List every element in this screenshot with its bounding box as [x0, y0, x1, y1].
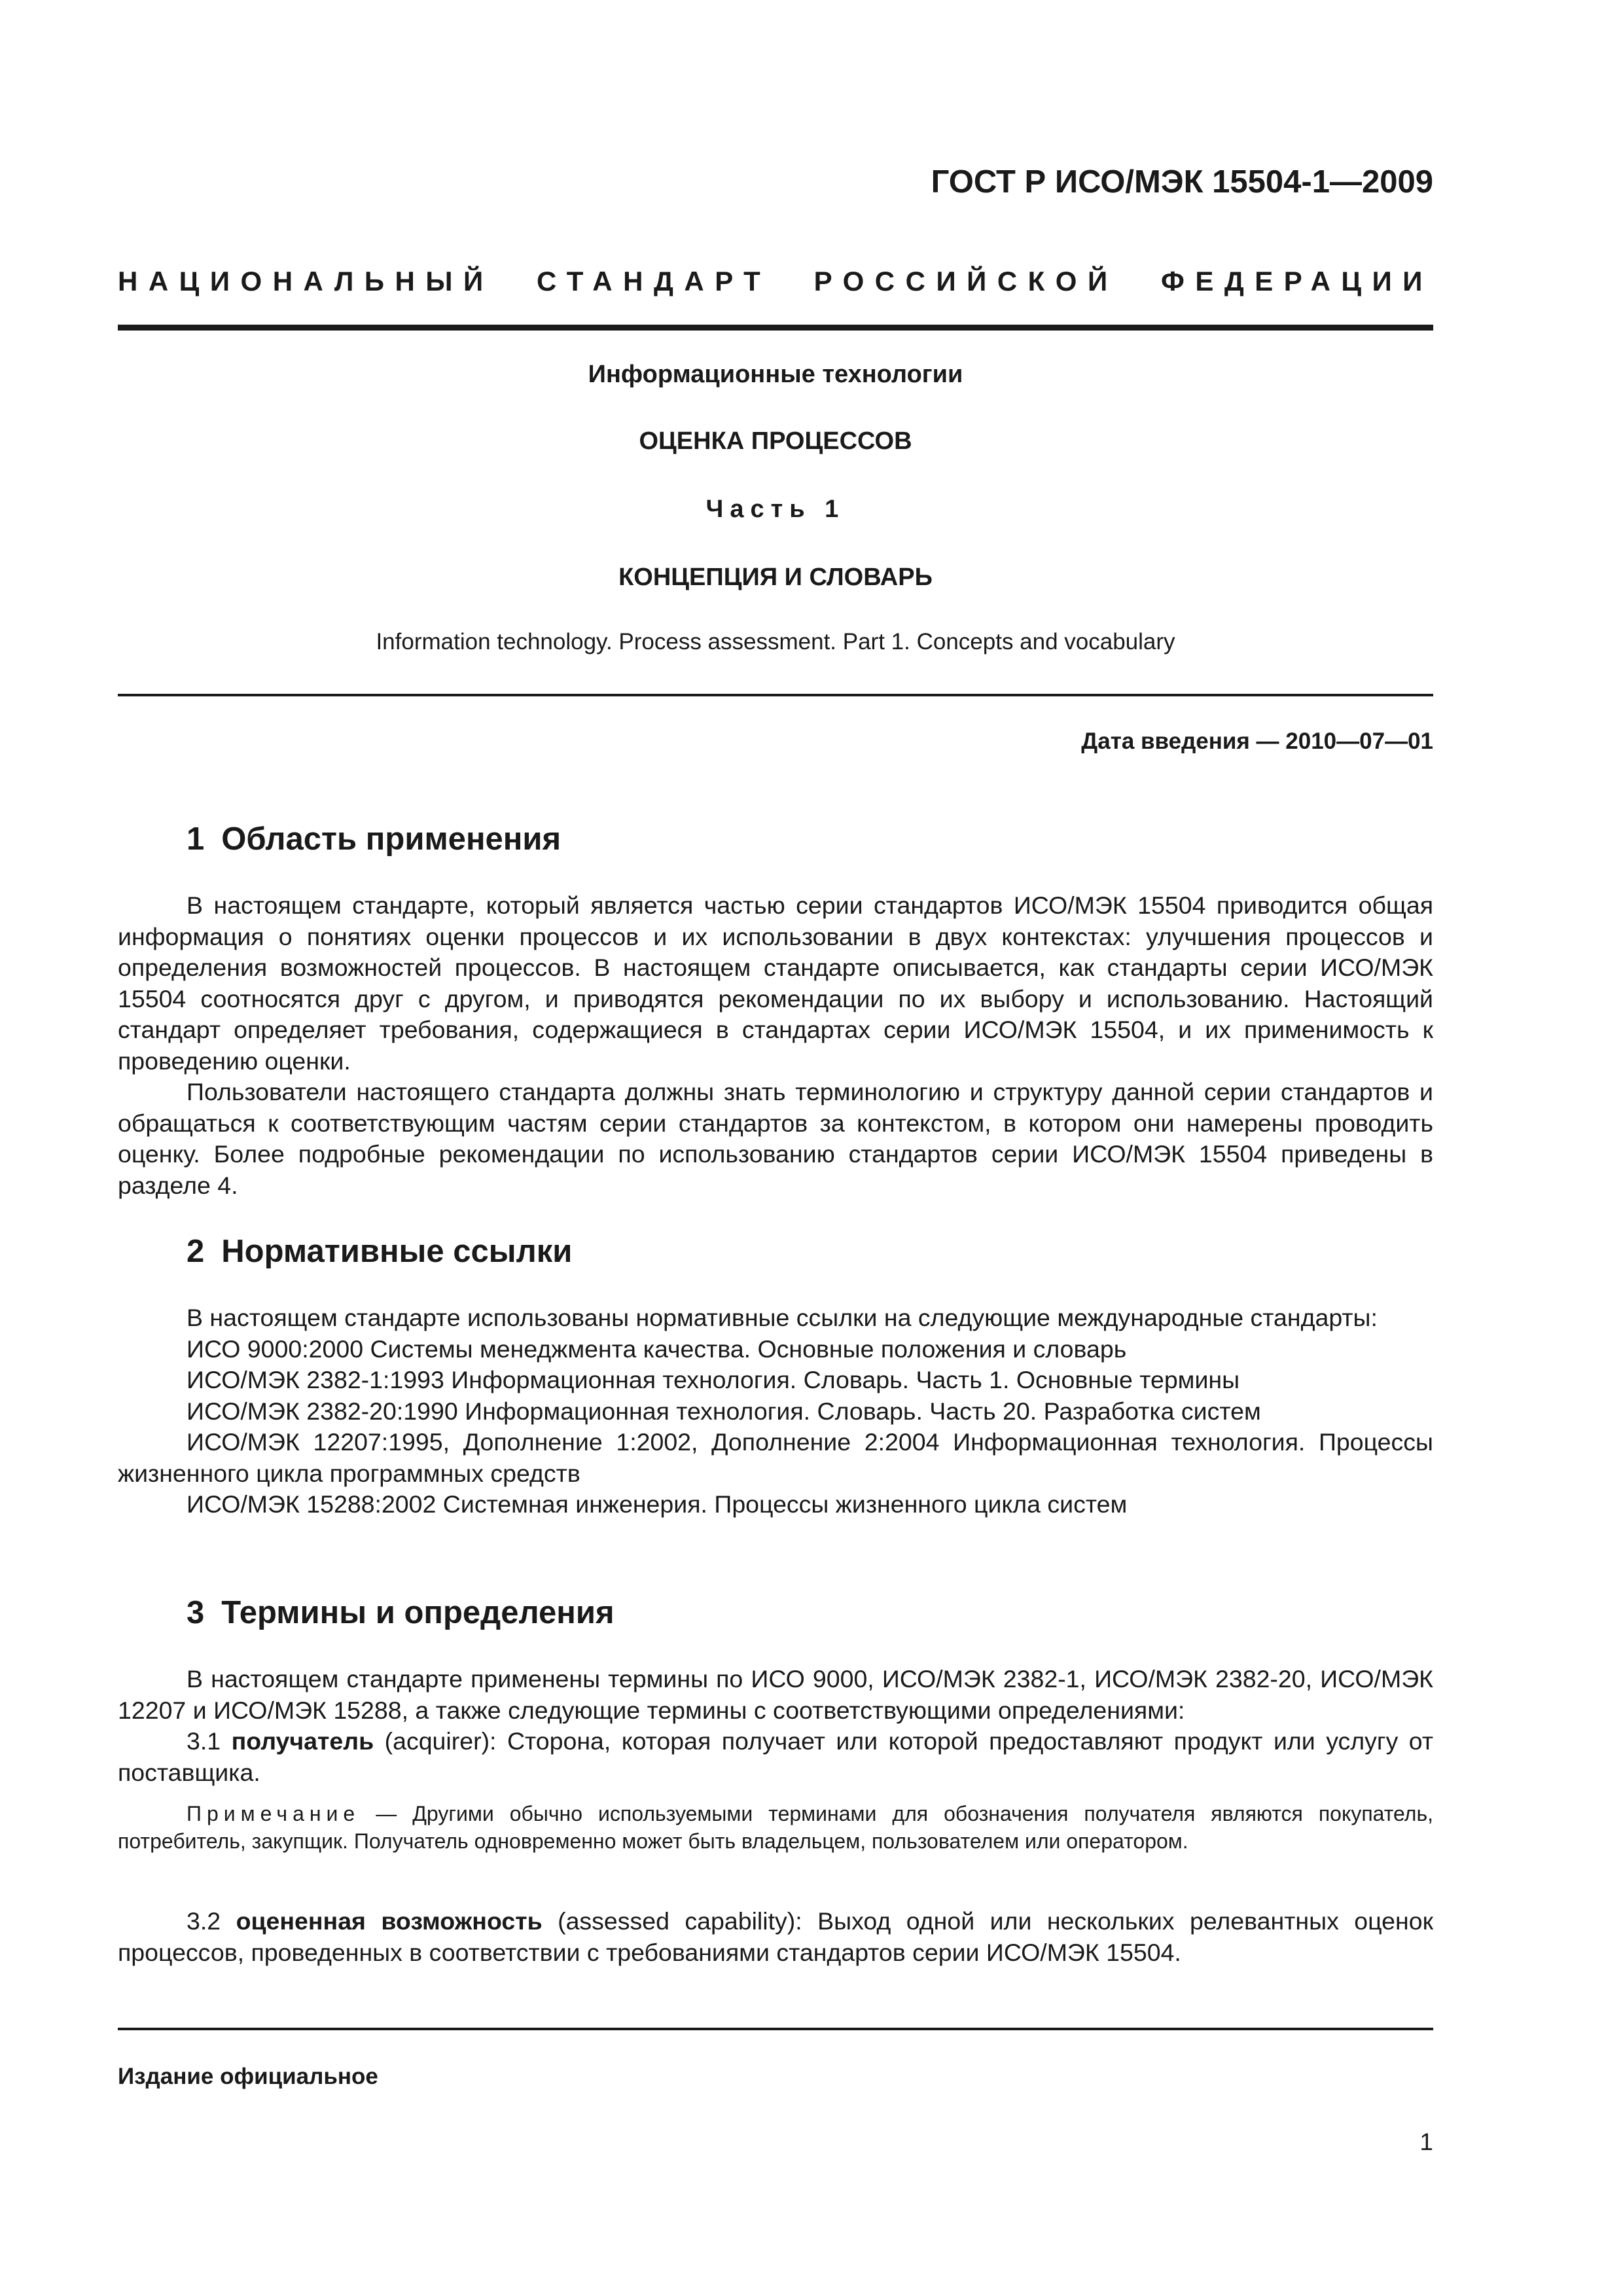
reference-item: ИСО/МЭК 2382-20:1990 Информационная технология. Словарь. Часть 20. Разработка систем — [187, 1397, 1261, 1425]
national-title-word: ФЕДЕРАЦИИ — [1160, 266, 1433, 296]
page-number: 1 — [1419, 2128, 1433, 2155]
document-page — [118, 0, 1433, 2296]
paragraph: Пользователи настоящего стандарта должны знать терминологию и структуру данной серии стандартов и обращаться к соответствующим частям серии стандартов за контекстом, в котором они намерены проводить оценку. Более подробные рекомендации по использованию стандартов серии ИСО/МЭК 15504 приведены в разделе 4. — [118, 1078, 1433, 1199]
document-number: ГОСТ Р ИСО/МЭК 15504-1—2009 — [931, 164, 1433, 200]
section-number: 1 — [187, 821, 205, 857]
reference-item: ИСО/МЭК 15288:2002 Системная инженерия. Процессы жизненного цикла систем — [187, 1490, 1128, 1518]
reference-item: ИСО/МЭК 12207:1995, Дополнение 1:2002, Дополнение 2:2004 Информационная технология. Процессы жизненного цикла программных средств — [118, 1428, 1433, 1487]
standard-main-title: Информационные технологии — [588, 361, 963, 388]
term-number: 3.2 — [187, 1907, 221, 1935]
introduction-date: Дата введения — 2010—07—01 — [1081, 728, 1433, 754]
paragraph: В настоящем стандарте, который является частью серии стандартов ИСО/МЭК 15504 приводится общая информация о понятиях оценки процессов и их использовании в двух контекстах: улучшения процессов и определения возможностей процессов. В настоящем стандарте описывается, как стандарты серии ИСО/МЭК 15504 соотносятся друг с другом, и приводятся рекомендации по их выбору и использованию. Настоящий стандарт определяет требования, содержащиеся в стандартах серии ИСО/МЭК 15504, и их применимость к проведению оценки. — [118, 891, 1433, 1075]
section-2-heading — [187, 1232, 572, 1271]
standard-title: ОЦЕНКА ПРОЦЕССОВ — [639, 427, 912, 455]
reference-item: ИСО/МЭК 2382-1:1993 Информационная технология. Словарь. Часть 1. Основные термины — [187, 1366, 1240, 1393]
section-3-heading — [187, 1593, 615, 1632]
english-title: Information technology. Process assessment. Part 1. Concepts and vocabulary — [376, 629, 1175, 655]
term-rest: (acquirer): Сторона, которая получает или которой предоставляют продукт или услугу от поставщика. — [118, 1727, 1433, 1786]
footer-rule — [118, 2028, 1433, 2030]
section-number: 2 — [187, 1234, 205, 1269]
header-rule — [118, 325, 1433, 331]
national-standard-title — [118, 264, 1433, 298]
official-edition-label: Издание официальное — [118, 2064, 378, 2089]
national-title-word: НАЦИОНАЛЬНЫЙ — [118, 266, 494, 296]
note-paragraph — [118, 1800, 1433, 1855]
section-title: Область применения — [221, 821, 562, 857]
note-text: — Другими обычно используемыми терминами для обозначения получателя являются покупатель, потребитель, закупщик. Получатель одновременно может быть владельцем, пользователем или оператором. — [118, 1802, 1433, 1853]
term-rest: (assessed capability): Выход одной или нескольких релевантных оценок процессов, проведенных в соответствии с требованиями стандартов серии ИСО/МЭК 15504. — [118, 1907, 1433, 1966]
reference-item: ИСО 9000:2000 Системы менеджмента качества. Основные положения и словарь — [187, 1335, 1127, 1363]
note-label: Примечание — [187, 1802, 361, 1825]
term: оцененная возможность — [236, 1907, 543, 1935]
note — [118, 1800, 1433, 1855]
national-title-word: СТАНДАРТ — [537, 266, 772, 296]
term-number: 3.1 — [187, 1727, 221, 1755]
section-2-body — [118, 1302, 1433, 1520]
national-title-word: РОССИЙСКОЙ — [813, 266, 1118, 296]
title-rule — [118, 694, 1433, 696]
section-number: 3 — [187, 1595, 205, 1630]
section-title: Нормативные ссылки — [221, 1234, 573, 1269]
section-title: Термины и определения — [221, 1595, 615, 1630]
section-3-body — [118, 1664, 1433, 1788]
standard-subtitle: КОНЦЕПЦИЯ И СЛОВАРЬ — [618, 564, 933, 591]
term: получатель — [231, 1727, 374, 1755]
paragraph: В настоящем стандарте применены термины по ИСО 9000, ИСО/МЭК 2382-1, ИСО/МЭК 2382-20, ИСО/МЭК 12207 и ИСО/МЭК 15288, а также следующие термины с соответствующими определениями: — [118, 1665, 1433, 1724]
section-1-heading — [187, 819, 561, 859]
term-definition — [118, 1726, 1433, 1788]
standard-part: Часть 1 — [705, 495, 846, 523]
paragraph: В настоящем стандарте использованы нормативные ссылки на следующие международные стандарты: — [187, 1304, 1378, 1331]
section-1-body — [118, 890, 1433, 1201]
term-definition — [118, 1906, 1433, 1968]
section-3-body-cont — [118, 1906, 1433, 1968]
